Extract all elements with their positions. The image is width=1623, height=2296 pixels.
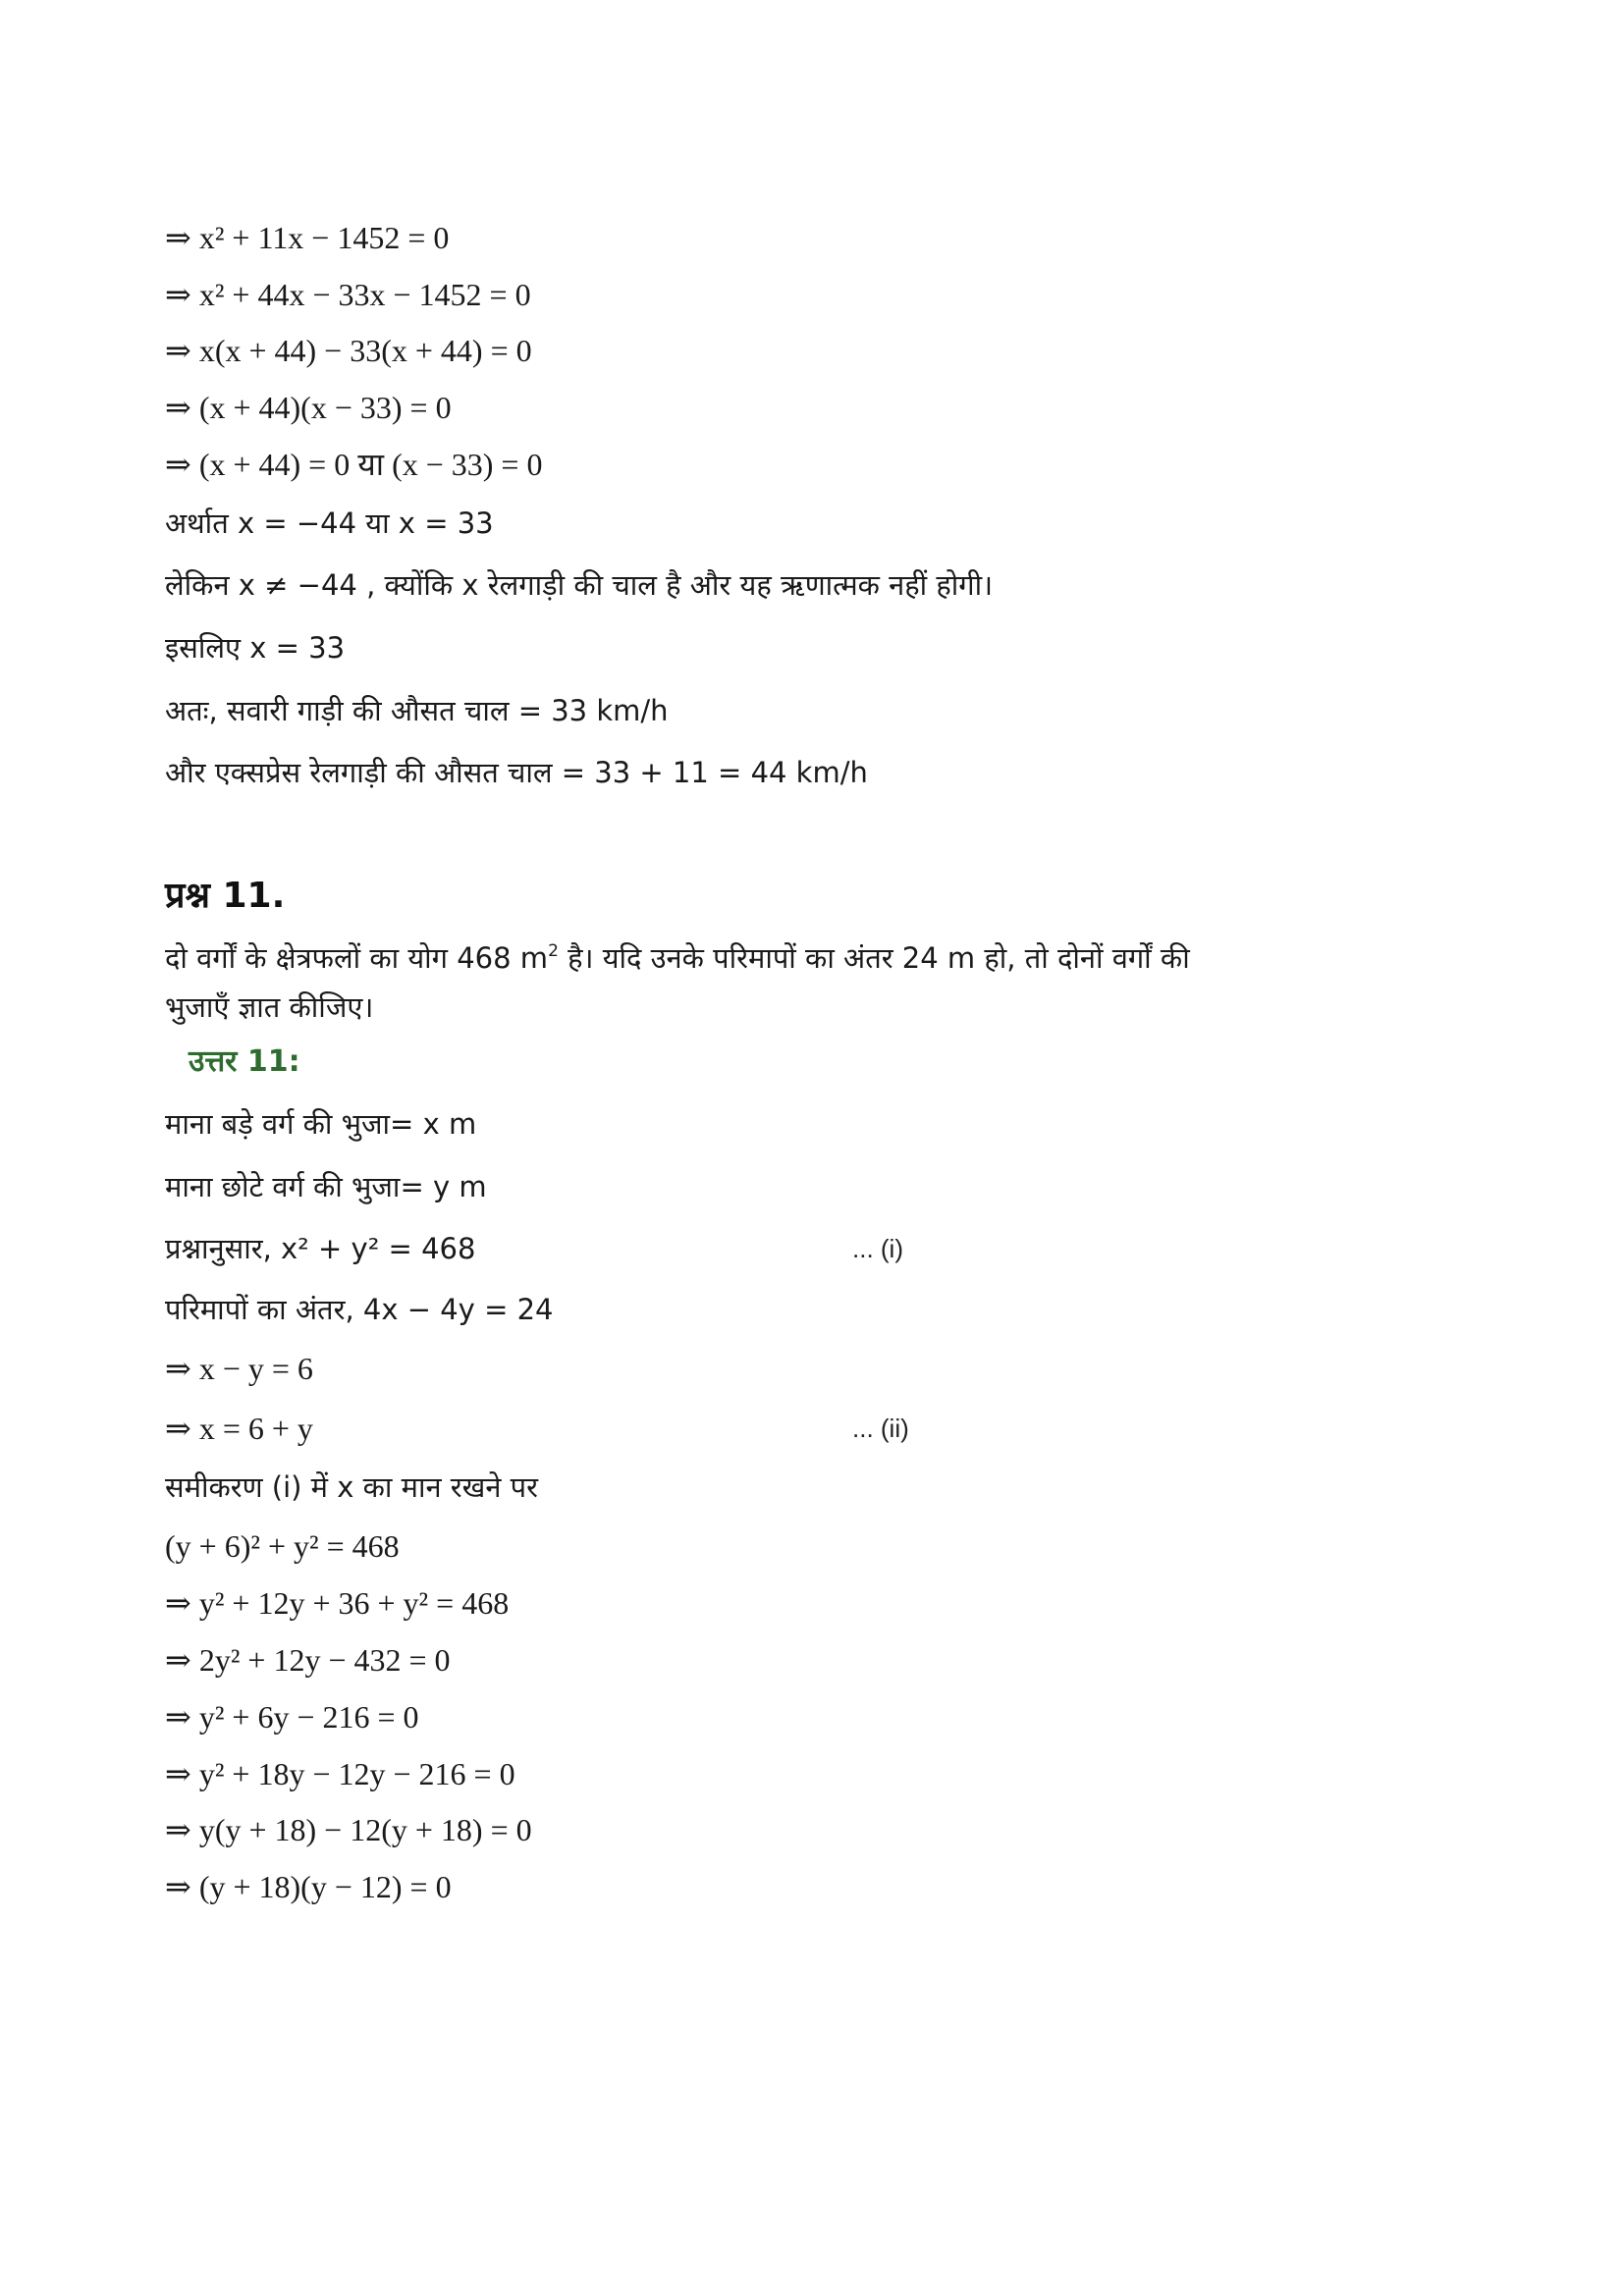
equation-reference-ii: ... (ii) — [852, 1414, 909, 1443]
equation-line: ⇒ 2y² + 12y − 432 = 0 — [165, 1642, 451, 1678]
equation-line: (y + 6)² + y² = 468 — [165, 1528, 400, 1564]
equation-line: ⇒ (y + 18)(y − 12) = 0 — [165, 1869, 452, 1904]
equation-line: ⇒ x(x + 44) − 33(x + 44) = 0 — [165, 333, 532, 368]
equation-line: ⇒ y² + 6y − 216 = 0 — [165, 1699, 419, 1735]
equation-line: ⇒ y² + 18y − 12y − 216 = 0 — [165, 1756, 515, 1791]
solution-line: प्रश्नानुसार, x² + y² = 468 — [165, 1232, 476, 1265]
equation-line: ⇒ x² + 11x − 1452 = 0 — [165, 220, 450, 255]
solution-line: परिमापों का अंतर, 4x − 4y = 24 — [165, 1293, 554, 1326]
answer-heading: उत्तर 11: — [189, 1044, 300, 1079]
solution-line: समीकरण (i) में x का मान रखने पर — [165, 1470, 539, 1504]
equation-line: ⇒ y² + 12y + 36 + y² = 468 — [165, 1585, 510, 1621]
solution-line: अर्थात x = −44 या x = 33 — [165, 507, 494, 540]
equation-reference-i: ... (i) — [852, 1234, 903, 1263]
equation-line: ⇒ x − y = 6 — [165, 1351, 313, 1386]
equation-line: ⇒ (x + 44)(x − 33) = 0 — [165, 390, 452, 425]
question-heading: प्रश्न 11. — [165, 876, 286, 916]
solution-line: लेकिन x ≠ −44 , क्योंकि x रेलगाड़ी की चाल है और यह ऋणात्मक नहीं होगी। — [165, 568, 994, 602]
solution-line: और एक्सप्रेस रेलगाड़ी की औसत चाल = 33 + 11 = 44 km/h — [165, 756, 868, 789]
equation-line: ⇒ (x + 44) = 0 या (x − 33) = 0 — [165, 447, 543, 482]
equation-line: ⇒ x = 6 + y — [165, 1411, 313, 1446]
question-text-line-1 — [165, 938, 1190, 978]
solution-line: माना बड़े वर्ग की भुजा= x m — [165, 1107, 477, 1141]
solution-line: इसलिए x = 33 — [165, 631, 346, 665]
superscript: 2 — [548, 941, 559, 961]
solution-line: अतः, सवारी गाड़ी की औसत चाल = 33 km/h — [165, 694, 669, 727]
solution-line: माना छोटे वर्ग की भुजा= y m — [165, 1170, 487, 1203]
question-text-line-2: भुजाएँ ज्ञात कीजिए। — [165, 990, 374, 1024]
equation-line: ⇒ x² + 44x − 33x − 1452 = 0 — [165, 277, 531, 312]
equation-line: ⇒ y(y + 18) − 12(y + 18) = 0 — [165, 1812, 532, 1847]
question-text-part: है। यदि उनके परिमापों का अंतर 24 m हो, तो दोनों वर्गों की — [558, 941, 1190, 975]
question-text-part: दो वर्गों के क्षेत्रफलों का योग 468 m — [165, 941, 549, 975]
